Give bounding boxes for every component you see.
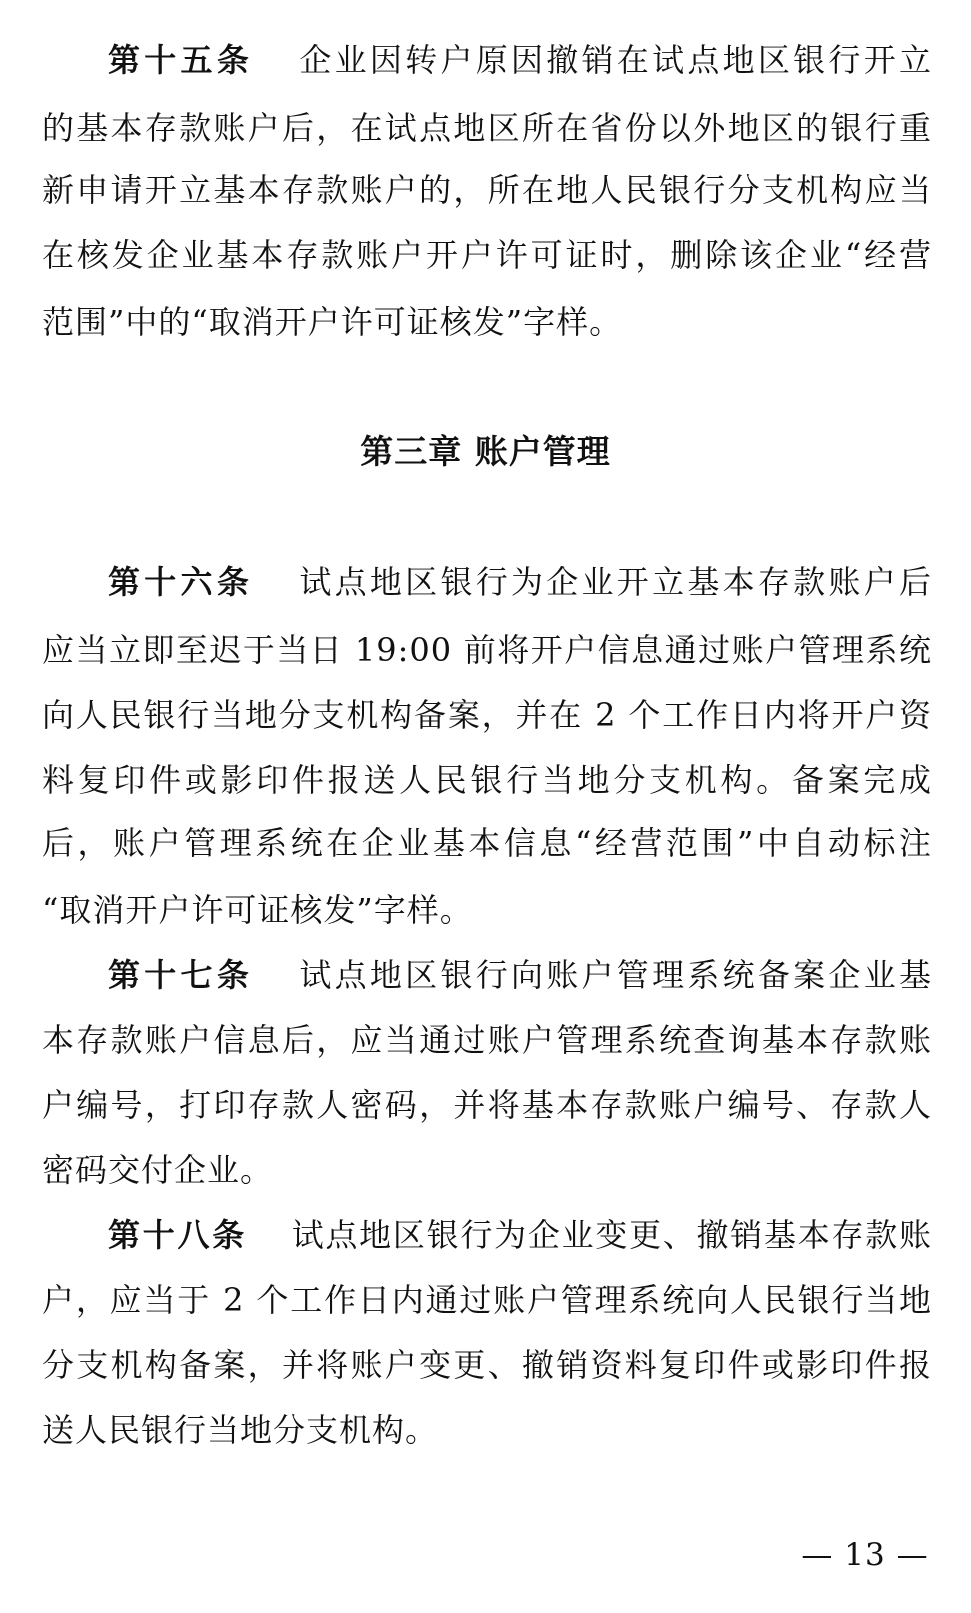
article-18-text-1: 试点地区银行为企业变更、撤销基本存款账 <box>290 1216 932 1254</box>
article-18-line-1 <box>108 1205 932 1265</box>
article-16-line-1 <box>108 552 932 612</box>
article-17-line-3: 户编号，打印存款人密码，并将基本存款账户编号、存款人 <box>42 1086 932 1124</box>
article-15-line-2: 的基本存款账户后，在试点地区所在省份以外地区的银行重 <box>42 109 932 147</box>
article-18-line-3: 分支机构备案，并将账户变更、撤销资料复印件或影印件报 <box>42 1346 932 1384</box>
article-17-line-2: 本存款账户信息后，应当通过账户管理系统查询基本存款账 <box>42 1021 932 1059</box>
article-16-number: 第十六条 <box>108 563 254 601</box>
article-16-line-6: “取消开户许可证核发”字样。 <box>42 891 473 929</box>
page-number: — 13 — <box>801 1537 929 1573</box>
article-18-line-4: 送人民银行当地分支机构。 <box>42 1411 439 1449</box>
article-16-line-3: 向人民银行当地分支机构备案，并在 2 个工作日内将开户资 <box>42 696 932 734</box>
article-15-line-5: 范围”中的“取消开户许可证核发”字样。 <box>42 303 623 341</box>
article-17-line-1 <box>108 945 932 1005</box>
article-15-line-1 <box>108 30 932 90</box>
article-15-text-1: 企业因转户原因撤销在试点地区银行开立 <box>297 41 932 79</box>
article-16-text-1: 试点地区银行为企业开立基本存款账户后 <box>297 563 932 601</box>
article-17-number: 第十七条 <box>108 956 254 994</box>
article-17-line-4: 密码交付企业。 <box>42 1151 274 1189</box>
article-18-line-2: 户，应当于 2 个工作日内通过账户管理系统向人民银行当地 <box>42 1281 932 1319</box>
article-15-number: 第十五条 <box>108 41 254 79</box>
article-16-line-5: 后，账户管理系统在企业基本信息“经营范围”中自动标注 <box>42 824 932 862</box>
article-16-line-4: 料复印件或影印件报送人民银行当地分支机构。备案完成 <box>42 761 932 799</box>
article-15-line-4: 在核发企业基本存款账户开户许可证时，删除该企业“经营 <box>42 236 932 274</box>
article-18-number: 第十八条 <box>108 1216 247 1254</box>
article-15-line-3: 新申请开立基本存款账户的，所在地人民银行分支机构应当 <box>42 171 932 209</box>
chapter-heading: 第三章 账户管理 <box>360 432 611 471</box>
article-17-text-1: 试点地区银行向账户管理系统备案企业基 <box>297 956 932 994</box>
article-16-line-2: 应当立即至迟于当日 19:00 前将开户信息通过账户管理系统 <box>42 631 932 669</box>
